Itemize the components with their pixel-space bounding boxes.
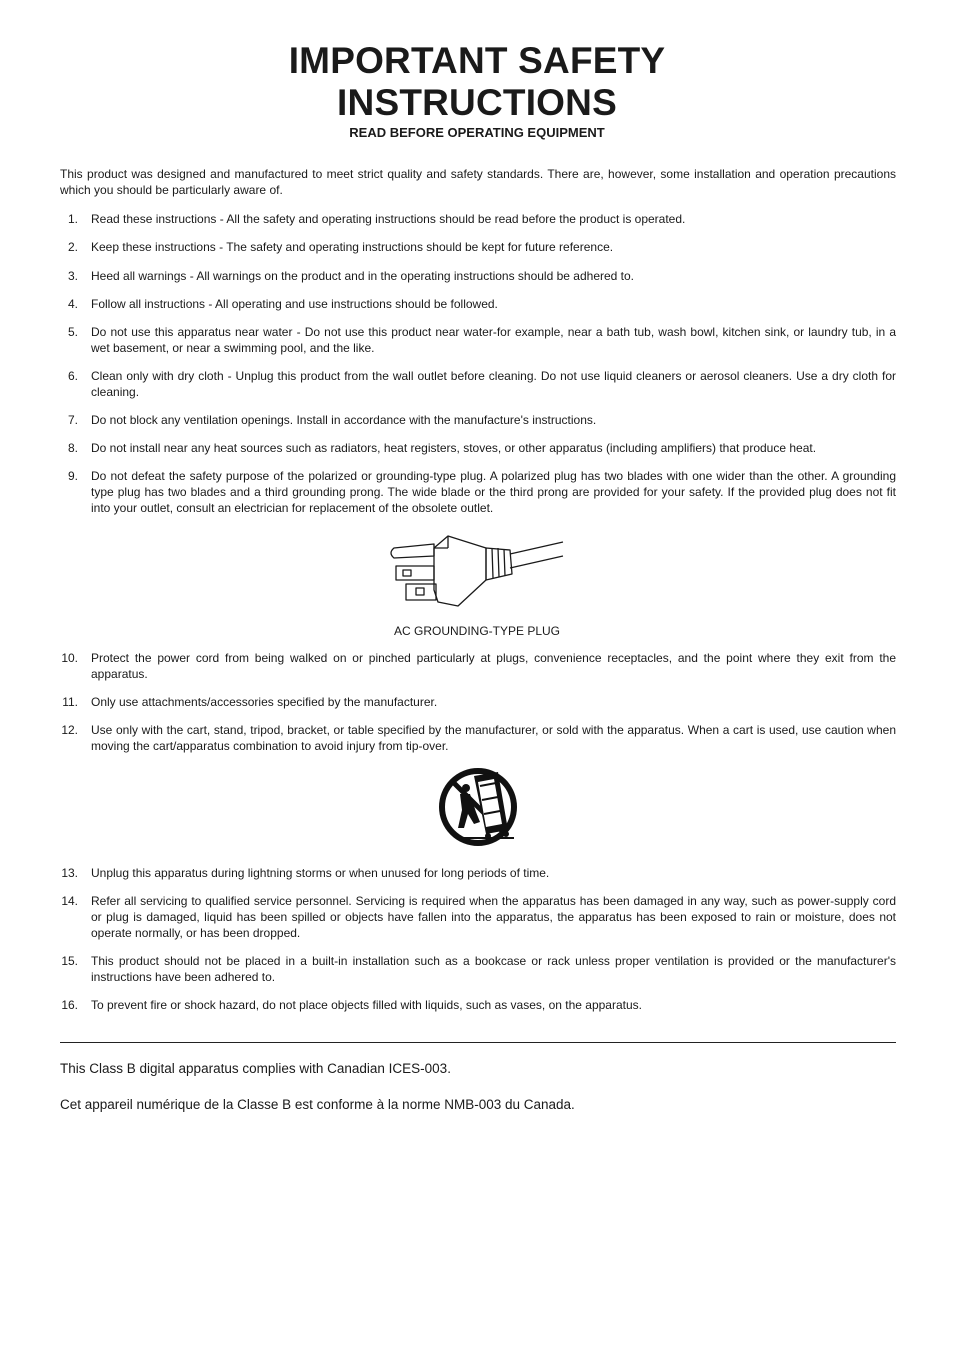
list-item: 7. Do not block any ventilation openings. Install in accordance with the manufacture's instructions. <box>67 413 597 427</box>
canada-notice-english: This Class B digital apparatus complies with Canadian ICES-003. <box>60 1061 451 1076</box>
page-subtitle: READ BEFORE OPERATING EQUIPMENT <box>349 125 605 140</box>
canada-notice-french: Cet appareil numérique de la Classe B est conforme à la norme NMB-003 du Canada. <box>60 1097 575 1112</box>
list-item: 13. Unplug this apparatus during lightning storms or when unused for long periods of time. <box>61 866 550 880</box>
list-item: 14. Refer all servicing to qualified service personnel. Servicing is required when the apparatus has been damaged in any way, such as power-supply cord or plug is damaged, liquid has been spilled or objects have fallen into the apparatus, the apparatus has been exposed to rain or moisture, does not operate normally, or has been dropped. <box>61 894 896 940</box>
ac-grounding-plug-icon <box>386 528 568 610</box>
page-title <box>0 40 954 124</box>
list-item: 2. Keep these instructions - The safety and operating instructions should be kept for future reference. <box>67 240 614 254</box>
section-divider <box>60 1042 896 1043</box>
list-item: 16. To prevent fire or shock hazard, do not place objects filled with liquids, such as vases, on the apparatus. <box>61 998 642 1012</box>
list-item: 1. Read these instructions - All the safety and operating instructions should be read before the product is operated. <box>67 212 686 226</box>
title-line-1: IMPORTANT SAFETY <box>288 40 666 81</box>
list-item: 15. This product should not be placed in a built-in installation such as a bookcase or rack unless proper ventilation is provided or the manufacturer's instructions have been adhered to. <box>61 954 896 984</box>
title-line-2: INSTRUCTIONS <box>337 82 617 123</box>
list-item: 5. Do not use this apparatus near water - Do not use this product near water-for example, near a bath tub, wash bowl, kitchen sink, or laundry tub, in a wet basement, or near a swimming pool, and the like. <box>67 325 896 355</box>
list-item: 9. Do not defeat the safety purpose of the polarized or grounding-type plug. A polarized plug has two blades with one wider than the other. A grounding type plug has two blades and a third grounding prong. The wide blade or the third prong are provided for your safety. If the provided plug does not fit into your outlet, consult an electrician for replacement of the obsolete outlet. <box>67 469 896 515</box>
list-item: 10. Protect the power cord from being walked on or pinched particularly at plugs, convenience receptacles, and the point where they exit from the apparatus. <box>61 651 896 681</box>
list-item: 8. Do not install near any heat sources such as radiators, heat registers, stoves, or other apparatus (including amplifiers) that produce heat. <box>67 441 817 455</box>
intro-paragraph: This product was designed and manufactured to meet strict quality and safety standards. There are, however, some installation and operation precautions which you should be particularly aware of. <box>60 167 896 197</box>
list-item: 4. Follow all instructions - All operating and use instructions should be followed. <box>67 297 498 311</box>
plug-caption: AC GROUNDING-TYPE PLUG <box>393 624 561 638</box>
list-item: 12. Use only with the cart, stand, tripod, bracket, or table specified by the manufacturer, or sold with the apparatus. When a cart is used, use caution when moving the cart/apparatus combination to avoid injury from tip-over. <box>61 723 896 753</box>
cart-tip-over-warning-icon <box>436 766 520 848</box>
list-item: 6. Clean only with dry cloth - Unplug this product from the wall outlet before cleaning. Do not use liquid cleaners or aerosol cleaners. Use a dry cloth for cleaning. <box>67 369 896 399</box>
list-item: 11. Only use attachments/accessories specified by the manufacturer. <box>62 695 438 709</box>
list-item: 3. Heed all warnings - All warnings on the product and in the operating instructions should be adhered to. <box>67 269 635 283</box>
